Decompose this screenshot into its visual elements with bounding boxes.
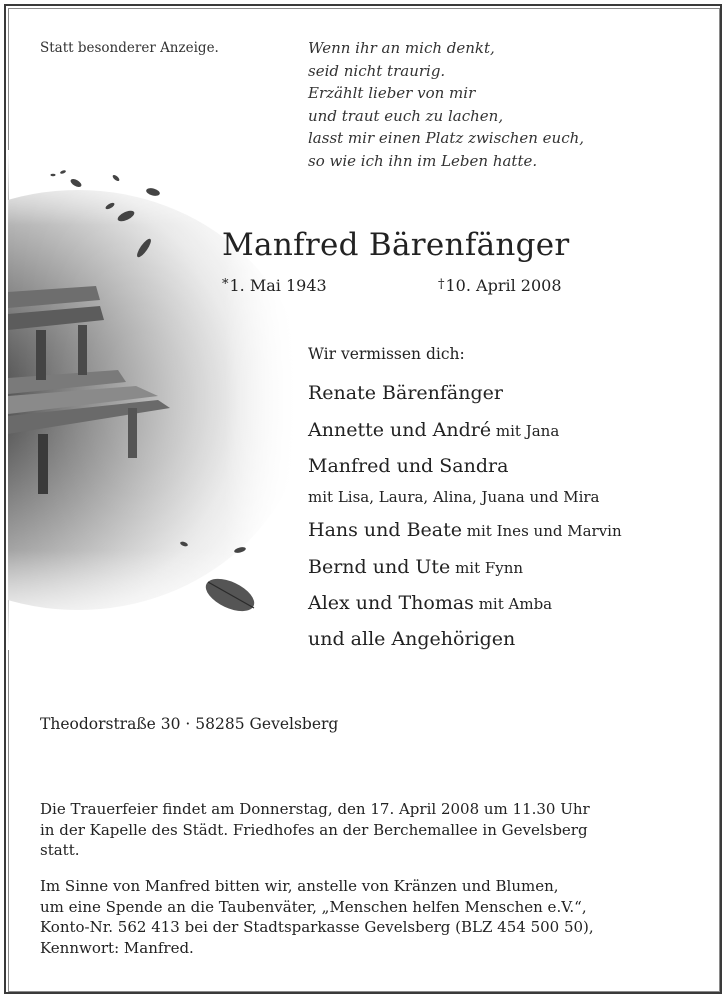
mourners-intro: Wir vermissen dich:	[308, 345, 465, 363]
birth-date-text: 1. Mai 1943	[229, 276, 327, 295]
mourner-entry	[308, 382, 503, 404]
mourner-entry	[308, 455, 508, 477]
donation-line: Im Sinne von Manfred bitten wir, anstelle von Kränzen und Blumen,	[40, 877, 559, 895]
funeral-line: Die Trauerfeier findet am Donnerstag, den 17. April 2008 um 11.30 Uhr	[40, 800, 590, 818]
birth-symbol: *	[222, 277, 229, 292]
mourner-name: Hans und Beate	[308, 519, 463, 541]
mourner-name: Renate Bärenfänger	[308, 382, 503, 404]
mourner-entry	[308, 556, 523, 578]
donation-line: Konto-Nr. 562 413 bei der Stadtsparkasse Gevelsberg (BLZ 454 500 50),	[40, 918, 594, 936]
mourner-children: mit Ines und Marvin	[462, 522, 622, 540]
funeral-line: in der Kapelle des Städt. Friedhofes an der Berchemallee in Gevelsberg	[40, 820, 588, 839]
funeral-line: statt.	[40, 841, 80, 859]
address: Theodorstraße 30 · 58285 Gevelsberg	[40, 715, 339, 733]
mourner-children: mit Lisa, Laura, Alina, Juana und Mira	[308, 488, 600, 506]
donation-line: Kennwort: Manfred.	[40, 938, 194, 957]
poem-line: und traut euch zu lachen,	[308, 106, 504, 125]
mourner-entry	[308, 485, 599, 507]
death-date	[438, 276, 562, 295]
death-date-text: 10. April 2008	[445, 276, 562, 295]
mourner-entry	[308, 628, 515, 650]
mourner-name: Alex und Thomas	[308, 592, 474, 614]
donation-info	[40, 876, 700, 958]
deceased-name: Manfred Bärenfänger	[222, 227, 570, 263]
poem-line: lasst mir einen Platz zwischen euch,	[308, 129, 585, 147]
poem-line: seid nicht traurig.	[308, 61, 446, 80]
notice-label: Statt besonderer Anzeige.	[40, 40, 219, 56]
funeral-info	[40, 799, 700, 861]
mourner-entry	[308, 592, 552, 614]
mourner-children: mit Amba	[473, 595, 553, 613]
mourner-children: mit Fynn	[450, 559, 524, 577]
mourner-name: Manfred und Sandra	[308, 455, 509, 477]
mourner-name: und alle Angehörigen	[308, 628, 516, 650]
donation-line: um eine Spende an die Taubenväter, „Menschen helfen Menschen e.V.“,	[40, 897, 587, 916]
mourner-name: Annette und André	[308, 419, 492, 441]
mourner-name: Bernd und Ute	[308, 556, 451, 578]
mourner-entry	[308, 419, 559, 441]
mourner-children: mit Jana	[491, 422, 560, 440]
mourner-entry	[308, 519, 622, 541]
poem	[308, 37, 584, 172]
birth-date	[222, 276, 327, 295]
poem-line: Wenn ihr an mich denkt,	[308, 39, 495, 57]
bench-leaves-illustration	[8, 150, 298, 650]
poem-line: so wie ich ihn im Leben hatte.	[308, 151, 538, 170]
cross-icon: †	[438, 277, 445, 292]
poem-line: Erzählt lieber von mir	[308, 84, 476, 102]
